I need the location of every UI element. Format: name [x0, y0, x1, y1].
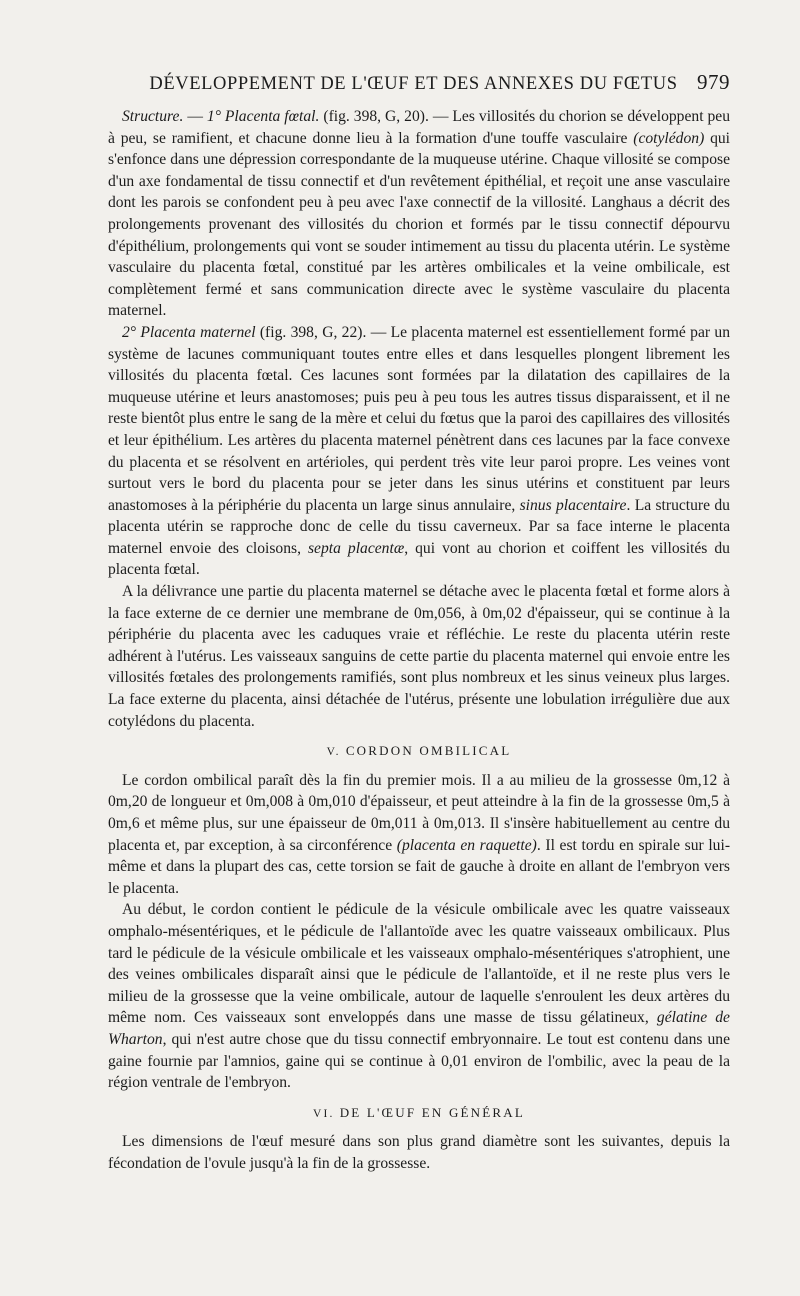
text-run: , qui n'est autre chose que du tissu connectif embryonnaire. Le tout est contenu dans une gaine fournie par l'amnios, gaine qui se continue à 0,01 environ de l'ombilic, avec la peau de la région ventrale de l'embryon.	[108, 1030, 730, 1092]
text-run: . La structure du placenta utérin se rapproche donc de celle du tissu caverneux. Par sa face interne le placenta maternel envoie des cloisons,	[108, 496, 730, 557]
paragraph-delivrance: A la délivrance une partie du placenta maternel se détache avec le placenta fœtal et forme alors à la face externe de ce dernier une membrane de 0m,056, à 0m,02 d'épaisseur, qui se continue à la périphérie du placenta avec les caduques vraie et réfléchie. Le reste du placenta utérin reste adhérent à l'utérus. Les vaisseaux sanguins de cette partie du placenta maternel qui envoie entre les villosités fœtales des prolongements ramifiés, sont plus nombreux et les sinus veineux plus larges. La face externe du placenta, ainsi détachée de l'utérus, présente une lobulation irrégulière due aux cotylédons du placenta.	[108, 583, 730, 730]
running-title: DÉVELOPPEMENT DE L'ŒUF ET DES ANNEXES DU FŒTUS	[149, 74, 678, 94]
paragraph-dimensions: Les dimensions de l'œuf mesuré dans son plus grand diamètre sont les suivantes, depuis la fécondation de l'ovule jusqu'à la fin de la grossesse.	[108, 1133, 730, 1172]
term-wharton: Wharton	[108, 1030, 163, 1048]
paragraph-cordon-2	[108, 899, 730, 1093]
paragraph-placenta-foetal: Structure. — 1° Placenta fœtal. (fig. 398, G, 20). — Les villosités du chorion se développent peu à peu, se ramifient, et chacune donne lieu à la formation d'une touffe vasculaire (cotylédon) qui s'enfonce dans une dépression correspondante de la muqueuse utérine. Chaque villosité se compose d'un axe fondamental de tissu connectif et d'un revêtement épithélial, et reçoit une anse vasculaire dont les parois se confondent peu à peu avec l'axe connectif de la villosité. Langhaus a décrit des prolongements provenant des villosités du chorion et formés par le tissu connectif dépourvu d'épithélium, prolongements qui vont se souder intimement au tissu du placenta utérin. Le système vasculaire du placenta fœtal, constitué par les artères ombilicales et la veine ombilicale, est complètement fermé et sans communication directe avec le système vasculaire du placenta maternel.	[108, 108, 731, 320]
section-heading-cordon	[108, 740, 730, 764]
term-placenta-en-raquette: (placenta en raquette)	[396, 836, 537, 854]
section-title: CORDON OMBILICAL	[345, 743, 512, 759]
page-number: 979	[697, 70, 730, 94]
section-number: VI.	[312, 1107, 335, 1120]
text-run: qui s'enfonce dans une dépression correspondante de la muqueuse utérine. Chaque villosité se compose d'un axe fondamental de tissu connectif et d'un revêtement épithélial, et reçoit une anse vasculaire dont les parois se confondent peu à peu avec l'axe connectif de la villosité. Langhaus a décrit des prolongements provenant des villosités du chorion et formés par le tissu connectif dépourvu d'épithélium, prolongements qui vont se souder intimement au tissu du placenta utérin. Le système vasculaire du placenta fœtal, constitué par les artères ombilicales et la veine ombilicale, est complètement fermé et sans communication directe avec le système vasculaire du placenta maternel.	[108, 129, 731, 320]
term-sinus-placentaire: sinus placentaire	[519, 496, 627, 514]
subheading-placenta-foetal: 1° Placenta fœtal.	[206, 108, 320, 125]
figure-ref: (fig. 398, G, 20).	[323, 108, 429, 125]
running-header	[108, 70, 730, 104]
figure-ref: (fig. 398, G, 22).	[259, 323, 367, 341]
text-run: . Il est tordu en spirale sur lui-même et dans la plupart des cas, cette torsion se fait de gauche à droite en allant de l'embryon vers le placenta.	[108, 836, 731, 897]
lead-term: Structure.	[122, 108, 184, 125]
section-title: DE L'ŒUF EN GÉNÉRAL	[339, 1104, 526, 1120]
term-cotyledon: (cotylédon)	[633, 129, 705, 147]
text-run: Au début, le cordon contient le pédicule de la vésicule ombilicale avec les quatre vaisseaux omphalo-mésentériques, et le pédicule de l'allantoïde avec les quatre vaisseaux ombilicaux. Plus tard le pédicule de la vésicule ombilicale et les vaisseaux omphalo-mésentériques s'atrophient, une des veines ombilicales disparaît ainsi que le pédicule de l'allantoïde, et il ne reste plus vers le milieu de la grossesse que la veine ombilicale, autour de laquelle s'enroulent les deux artères du même nom. Ces vaisseaux sont enveloppés dans une masse de tissu gélatineux,	[108, 901, 730, 1027]
text-run: — Le placenta maternel est essentiellement formé par un système de lacunes communiquant toutes entre elles et dans lesquelles plongent librement les villosités du placenta fœtal. Ces lacunes sont formées par la dilatation des capillaires de la muqueuse utérine et leurs anastomoses; puis peu à peu tous les autres tissus disparaissent, et il ne reste bientôt plus entre le sang de la mère et celui du fœtus que la paroi des capillaires des villosités et leur épithélium. Les artères du placenta maternel pénètrent dans ces lacunes par la face convexe du placenta et se résolvent en artérioles, qui perdent très vite leur paroi propre. Les veines vont surtout vers le bord du placenta pour se jeter dans les sinus utérins et constituent par leurs anastomoses à la périphérie du placenta un large sinus annulaire,	[108, 323, 730, 514]
text-run: Le cordon ombilical paraît dès la fin du premier mois. Il a au milieu de la grossesse 0m,12 à 0m,20 de longueur et 0m,008 à 0m,010 d'épaisseur, et peut atteindre à la fin de la grossesse 0m,5 à 0m,6 et même plus, sur une épaisseur de 0m,011 à 0m,013. Il s'insère habituellement au centre du placenta et, par exception, à sa circonférence	[108, 771, 730, 854]
paragraph-cordon-1	[108, 770, 730, 900]
subheading-placenta-maternel: 2° Placenta maternel	[122, 323, 256, 341]
paragraph-placenta-maternel	[108, 322, 730, 581]
section-number: V.	[326, 746, 341, 759]
text-run: — Les villosités du chorion se développent peu à peu, se ramifient, et chacune donne lieu à la formation d'une touffe vasculaire	[108, 108, 731, 147]
section-heading-oeuf	[108, 1102, 730, 1126]
term-gelatine: gélatine de	[656, 1009, 730, 1027]
term-septa-placentae: septa placentæ	[307, 539, 405, 557]
text-run: , qui vont au chorion et coiffent les villosités du placenta fœtal.	[108, 539, 730, 579]
